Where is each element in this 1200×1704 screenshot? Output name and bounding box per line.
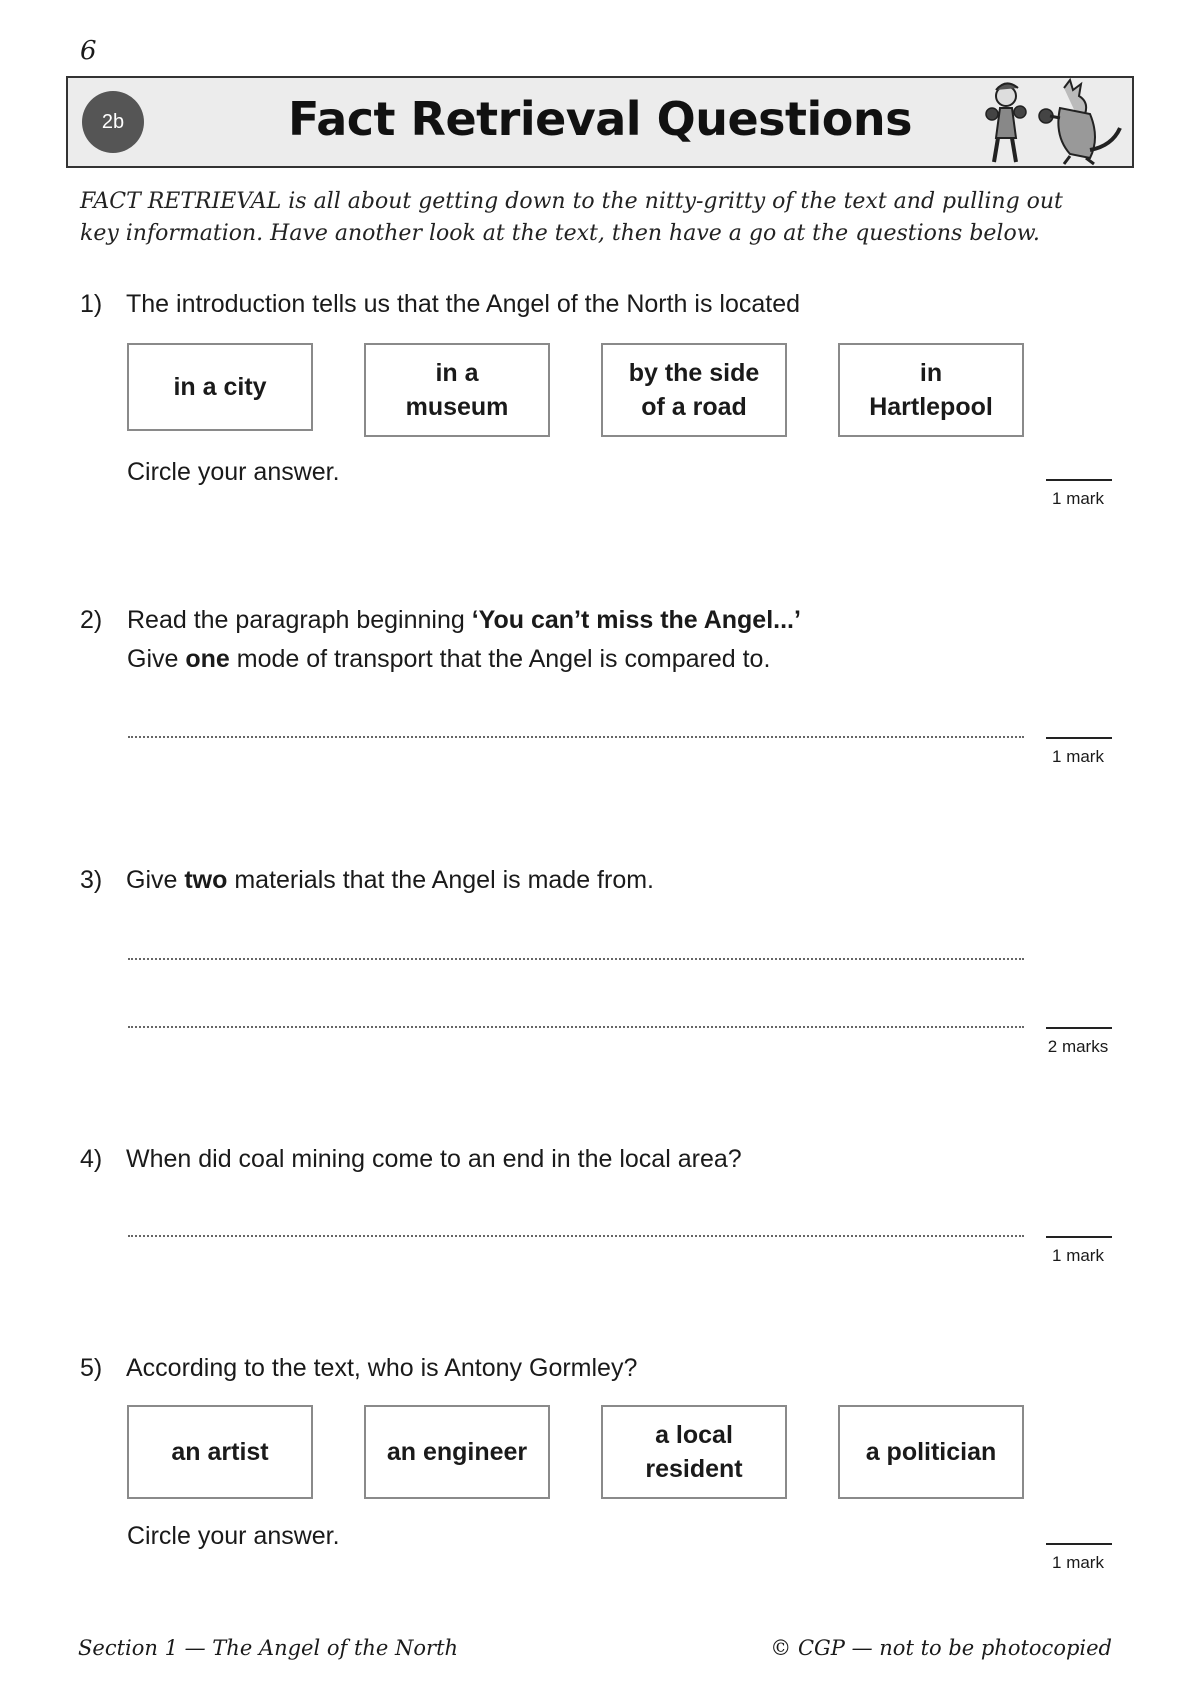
q4-answer-line[interactable] xyxy=(128,1235,1024,1237)
footer-section: Section 1 — The Angel of the North xyxy=(78,1636,459,1660)
q2-text: Give xyxy=(127,645,186,673)
q5-option-politician[interactable] xyxy=(838,1405,1024,1499)
intro-line2: key information. Have another look at the text, then have a go at the questions below. xyxy=(80,221,1040,246)
option-label: by the side xyxy=(628,359,760,387)
q5-option-local-resident[interactable] xyxy=(601,1405,787,1499)
option-label: an artist xyxy=(171,1438,269,1466)
q1-option-road[interactable] xyxy=(601,343,787,437)
q3-marks: 2 marks xyxy=(1047,1037,1109,1056)
q4-marks: 1 mark xyxy=(1052,1246,1104,1265)
question-2-number: 2) xyxy=(80,606,103,634)
q5-option-engineer[interactable] xyxy=(364,1405,550,1499)
intro-text xyxy=(80,186,1090,250)
option-label: in a xyxy=(435,359,479,387)
q2-text: mode of transport that the Angel is compared to. xyxy=(229,645,771,673)
intro-rest: is all about getting down to the nitty-gritty of the text and pulling out xyxy=(281,189,1063,214)
question-5-text: According to the text, who is Antony Gormley? xyxy=(126,1354,638,1382)
q3-answer-line-2[interactable] xyxy=(128,1026,1024,1028)
q1-option-museum[interactable] xyxy=(364,343,550,437)
boxing-kangaroo-icon xyxy=(974,78,1124,166)
option-label: a politician xyxy=(865,1438,997,1466)
q3-text: materials that the Angel is made from. xyxy=(227,866,654,894)
q5-mark-line xyxy=(1046,1543,1112,1545)
question-2-line1 xyxy=(127,606,801,635)
q3-emphasis: two xyxy=(184,866,228,894)
q2-answer-line[interactable] xyxy=(128,736,1024,738)
option-label: of a road xyxy=(641,393,747,421)
option-label: resident xyxy=(645,1455,743,1483)
question-5-number: 5) xyxy=(80,1354,103,1382)
question-4-number: 4) xyxy=(80,1145,103,1173)
section-badge: 2b xyxy=(82,91,144,153)
option-label: an engineer xyxy=(386,1438,528,1466)
question-3-number: 3) xyxy=(80,866,103,894)
question-1-text: The introduction tells us that the Angel of the North is located xyxy=(126,290,801,318)
q1-instruction: Circle your answer. xyxy=(127,458,340,486)
q3-mark-line xyxy=(1046,1027,1112,1029)
q1-mark-line xyxy=(1046,479,1112,481)
q1-option-hartlepool[interactable] xyxy=(838,343,1024,437)
option-label: Hartlepool xyxy=(869,393,993,421)
option-label: museum xyxy=(405,393,509,421)
footer-copyright: © CGP — not to be photocopied xyxy=(770,1636,1112,1660)
q4-mark-line xyxy=(1046,1236,1112,1238)
page-title: Fact Retrieval Questions xyxy=(287,92,913,146)
q2-marks: 1 mark xyxy=(1052,747,1104,766)
q2-text: Read the paragraph beginning xyxy=(127,606,472,634)
q5-instruction: Circle your answer. xyxy=(127,1522,340,1550)
question-3-text xyxy=(126,866,654,895)
option-label: in xyxy=(919,359,943,387)
q2-mark-line xyxy=(1046,737,1112,739)
question-1-number: 1) xyxy=(80,290,103,318)
q1-option-city[interactable] xyxy=(127,343,313,431)
intro-lead: FACT RETRIEVAL xyxy=(80,189,282,214)
question-4-text: When did coal mining come to an end in the local area? xyxy=(126,1145,742,1173)
q1-marks: 1 mark xyxy=(1052,489,1104,508)
q5-option-artist[interactable] xyxy=(127,1405,313,1499)
option-label: in a city xyxy=(173,373,267,401)
section-header xyxy=(66,76,1134,168)
q2-quote: ‘You can’t miss the Angel...’ xyxy=(471,606,801,634)
q2-emphasis: one xyxy=(185,645,230,673)
q3-answer-line-1[interactable] xyxy=(128,958,1024,960)
question-2-line2 xyxy=(127,645,770,674)
page-number: 6 xyxy=(80,36,97,66)
q5-marks: 1 mark xyxy=(1052,1553,1104,1572)
option-label: a local xyxy=(655,1421,733,1449)
q3-text: Give xyxy=(126,866,185,894)
